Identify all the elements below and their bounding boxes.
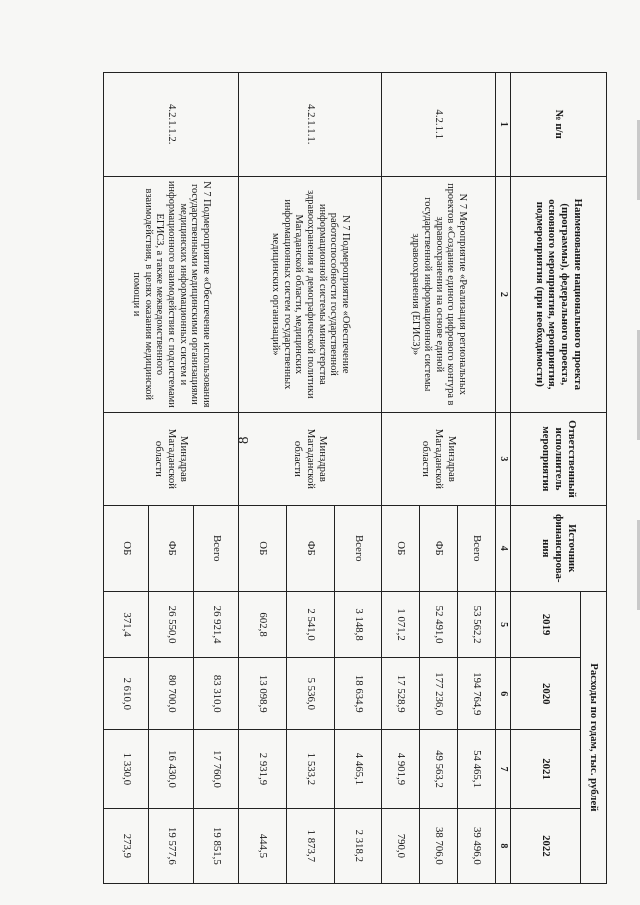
value-2021: 2 931,9 bbox=[239, 730, 287, 808]
measure-name: N 7 Подмероприятие «Обеспечение работоспособности государственной информационной системы министерства здравоохранения и демографической политики Магаданской области, медицинских информационных систем государственных медицинских организаций» bbox=[239, 176, 382, 413]
budget-table-rotated bbox=[120, 72, 607, 884]
value-2022: 19 577,6 bbox=[149, 808, 194, 883]
value-2022: 1 873,7 bbox=[287, 808, 335, 883]
row-number: 4.2.1.1.1. bbox=[239, 73, 382, 177]
column-number: 4 bbox=[496, 505, 511, 591]
header-expenses: Расходы по годам, тыс. рублей bbox=[581, 591, 607, 883]
funding-source: ОБ bbox=[239, 505, 287, 591]
value-2021: 17 760,0 bbox=[194, 730, 239, 808]
executor: Минздрав Магаданской области bbox=[239, 413, 382, 506]
value-2020: 17 528,9 bbox=[382, 658, 420, 730]
header-executor: Ответственный исполнитель мероприятия bbox=[511, 413, 607, 506]
page-number: 8 bbox=[236, 436, 252, 444]
value-2020: 2 610,0 bbox=[104, 658, 149, 730]
value-2019: 52 491,0 bbox=[420, 591, 458, 657]
header-year-2022: 2022 bbox=[511, 808, 581, 883]
value-2020: 80 700,0 bbox=[149, 658, 194, 730]
value-2022: 19 851,5 bbox=[194, 808, 239, 883]
value-2022: 2 318,2 bbox=[335, 808, 382, 883]
value-2020: 18 634,9 bbox=[335, 658, 382, 730]
header-year-2020: 2020 bbox=[511, 658, 581, 730]
header-year-2019: 2019 bbox=[511, 591, 581, 657]
funding-source: ОБ bbox=[104, 505, 149, 591]
value-2020: 83 310,0 bbox=[194, 658, 239, 730]
row-number: 4.2.1.1.2. bbox=[104, 73, 239, 177]
funding-source: ФБ bbox=[149, 505, 194, 591]
header-source: Источник финансирова-ния bbox=[511, 505, 607, 591]
column-number: 5 bbox=[496, 591, 511, 657]
column-number: 8 bbox=[496, 808, 511, 883]
value-2021: 54 465,1 bbox=[458, 730, 496, 808]
column-number: 1 bbox=[496, 73, 511, 177]
column-number: 7 bbox=[496, 730, 511, 808]
funding-source: ОБ bbox=[382, 505, 420, 591]
value-2019: 1 071,2 bbox=[382, 591, 420, 657]
value-2020: 5 536,0 bbox=[287, 658, 335, 730]
value-2021: 16 430,0 bbox=[149, 730, 194, 808]
value-2020: 13 098,9 bbox=[239, 658, 287, 730]
value-2022: 39 496,0 bbox=[458, 808, 496, 883]
column-number: 2 bbox=[496, 176, 511, 413]
value-2019: 602,8 bbox=[239, 591, 287, 657]
measure-name: N 7 Подмероприятие «Обеспечение использования государственными медицинскими организациями медицинских информационных систем и информационного взаимодействия с подсистемами ЕГИСЗ, а также межведомственного взаимодействия, в целях оказания медицинской помощи и bbox=[104, 176, 239, 413]
value-2019: 371,4 bbox=[104, 591, 149, 657]
value-2021: 49 563,2 bbox=[420, 730, 458, 808]
funding-source: Всего bbox=[194, 505, 239, 591]
value-2021: 4 465,1 bbox=[335, 730, 382, 808]
value-2019: 3 148,8 bbox=[335, 591, 382, 657]
value-2020: 194 764,9 bbox=[458, 658, 496, 730]
column-number: 3 bbox=[496, 413, 511, 506]
funding-source: Всего bbox=[335, 505, 382, 591]
funding-source: ФБ bbox=[420, 505, 458, 591]
value-2019: 53 562,2 bbox=[458, 591, 496, 657]
value-2021: 1 330,0 bbox=[104, 730, 149, 808]
header-name: Наименование национального проекта (программы), федерального проекта, основного мероприятия, мероприятия, подмероприятия (при необходимости) bbox=[511, 176, 607, 413]
value-2020: 177 236,0 bbox=[420, 658, 458, 730]
header-year-2021: 2021 bbox=[511, 730, 581, 808]
value-2022: 273,9 bbox=[104, 808, 149, 883]
value-2019: 2 541,0 bbox=[287, 591, 335, 657]
value-2019: 26 921,4 bbox=[194, 591, 239, 657]
executor: Минздрав Магаданской области bbox=[104, 413, 239, 506]
value-2022: 790,0 bbox=[382, 808, 420, 883]
measure-name: N 7 Мероприятие «Реализация региональных проектов «Создание единого цифрового контура в здравоохранении на основе единой государственной информационной системы здравоохранения (ЕГИСЗ)» bbox=[382, 176, 496, 413]
funding-source: Всего bbox=[458, 505, 496, 591]
row-number: 4.2.1.1 bbox=[382, 73, 496, 177]
executor: Минздрав Магаданской области bbox=[382, 413, 496, 506]
budget-table bbox=[103, 72, 607, 884]
funding-source: ФБ bbox=[287, 505, 335, 591]
value-2021: 1 533,2 bbox=[287, 730, 335, 808]
value-2022: 38 706,0 bbox=[420, 808, 458, 883]
header-num: № п/п bbox=[511, 73, 607, 177]
value-2021: 4 901,9 bbox=[382, 730, 420, 808]
column-number: 6 bbox=[496, 658, 511, 730]
value-2022: 444,5 bbox=[239, 808, 287, 883]
value-2019: 26 550,0 bbox=[149, 591, 194, 657]
